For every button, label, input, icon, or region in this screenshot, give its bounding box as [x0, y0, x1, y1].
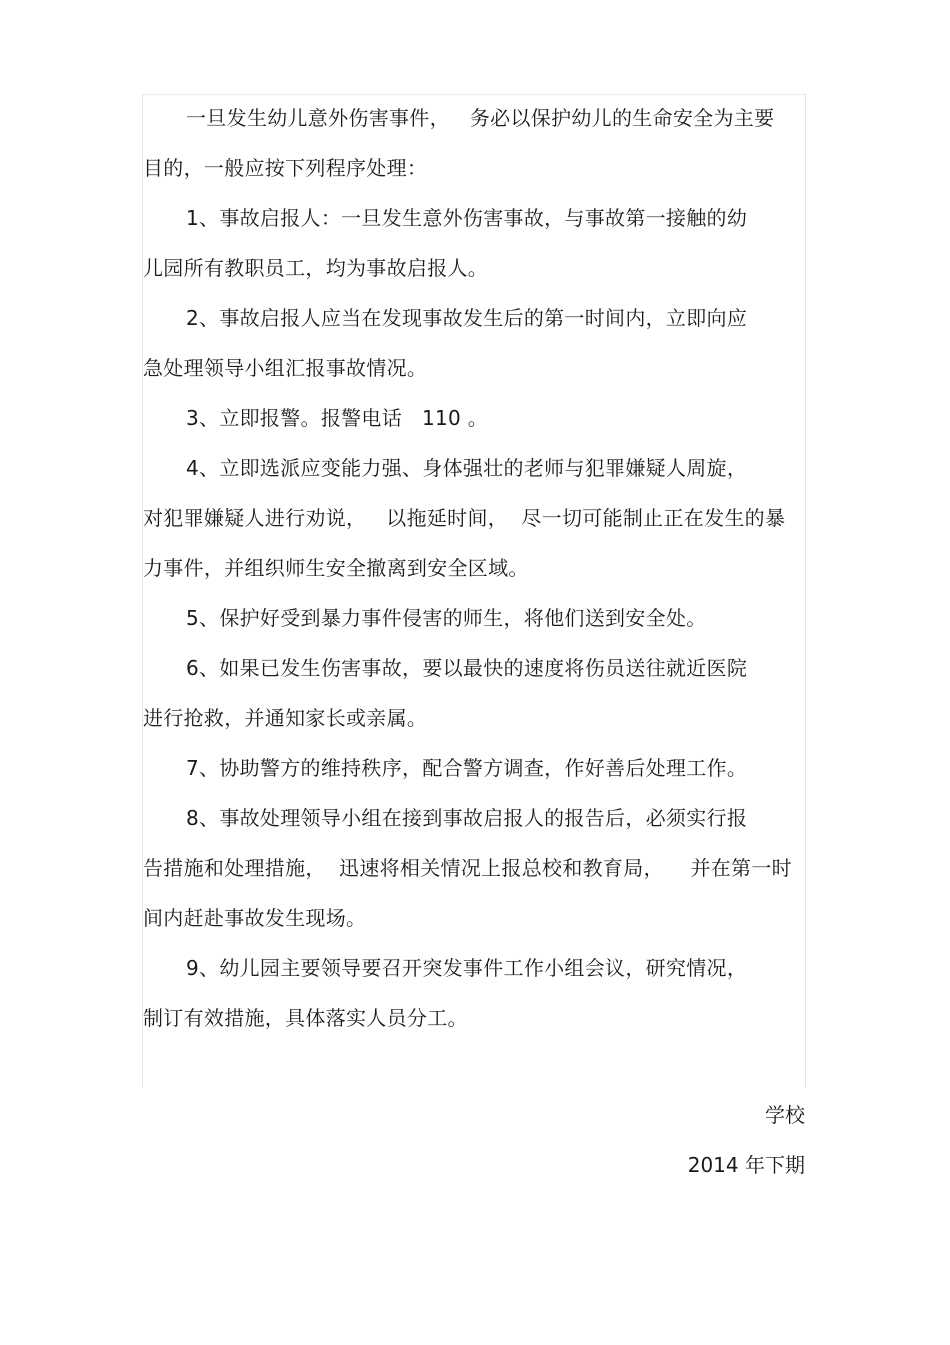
paragraph-line: 4、立即选派应变能力强、身体强壮的老师与犯罪嫌疑人周旋， — [186, 456, 748, 480]
paragraph-line: 告措施和处理措施， 迅速将相关情况上报总校和教育局， 并在第一时 — [143, 856, 792, 880]
signature-org: 学校 — [765, 1103, 805, 1127]
paragraph-line: 力事件，并组织师生安全撤离到安全区域。 — [143, 556, 529, 580]
paragraph-line: 儿园所有教职员工，均为事故启报人。 — [143, 256, 489, 280]
paragraph-line: 2、事故启报人应当在发现事故发生后的第一时间内，立即向应 — [186, 306, 748, 330]
paragraph-line: 9、幼儿园主要领导要召开突发事件工作小组会议，研究情况， — [186, 956, 748, 980]
paragraph-line: 急处理领导小组汇报事故情况。 — [143, 356, 428, 380]
paragraph-line: 制订有效措施，具体落实人员分工。 — [143, 1006, 468, 1030]
signature-date: 2014 年下期 — [687, 1153, 805, 1177]
paragraph-line: 间内赶赴事故发生现场。 — [143, 906, 367, 930]
paragraph-line: 对犯罪嫌疑人进行劝说， 以拖延时间， 尽一切可能制止正在发生的暴 — [143, 506, 786, 530]
paragraph-line: 3、立即报警。报警电话 110 。 — [186, 406, 489, 430]
paragraph-line: 进行抢救，并通知家长或亲属。 — [143, 706, 428, 730]
paragraph-line: 7、协助警方的维持秩序，配合警方调查，作好善后处理工作。 — [186, 756, 748, 780]
paragraph-line: 8、事故处理领导小组在接到事故启报人的报告后，必须实行报 — [186, 806, 748, 830]
paragraph-line: 5、保护好受到暴力事件侵害的师生，将他们送到安全处。 — [186, 606, 707, 630]
paragraph-line: 一旦发生幼儿意外伤害事件， 务必以保护幼儿的生命安全为主要 — [186, 106, 775, 130]
paragraph-line: 目的，一般应按下列程序处理： — [143, 156, 428, 180]
paragraph-line: 6、如果已发生伤害事故，要以最快的速度将伤员送往就近医院 — [186, 656, 748, 680]
paragraph-line: 1、事故启报人：一旦发生意外伤害事故，与事故第一接触的幼 — [186, 206, 748, 230]
